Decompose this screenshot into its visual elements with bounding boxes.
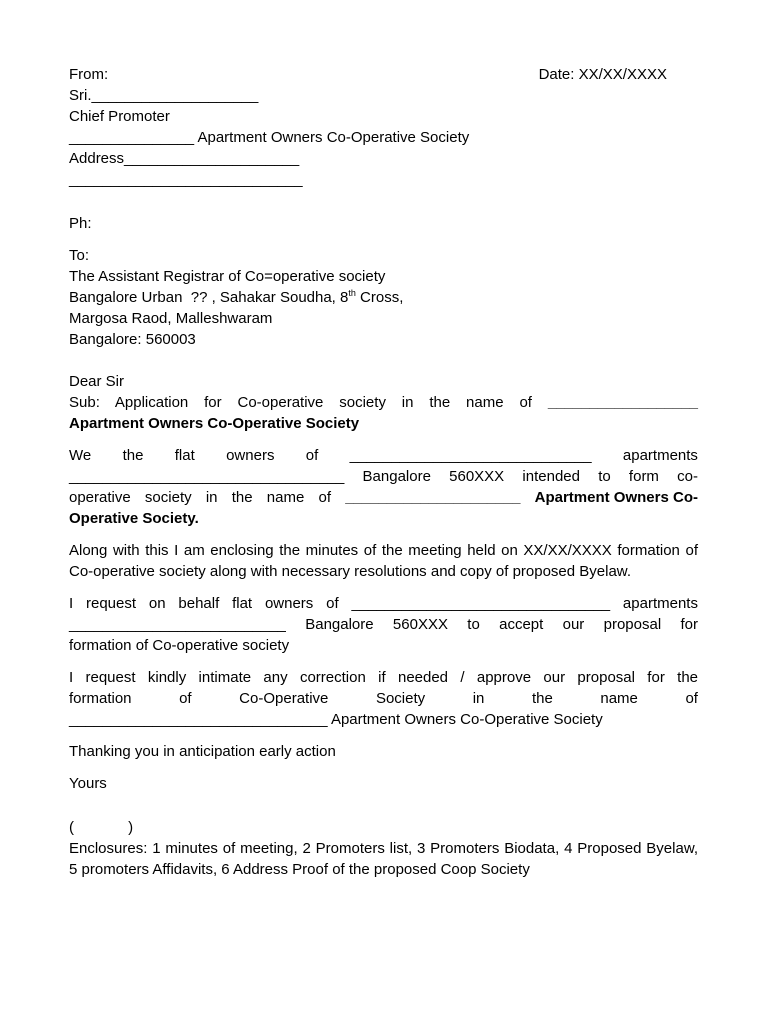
- para1-line1: We the flat owners of _____________________________ apartments: [69, 447, 698, 464]
- salutation: Dear Sir: [69, 373, 125, 390]
- para3-line2: __________________________ Bangalore 560XXX to accept our proposal for: [69, 616, 698, 633]
- para1-line3: operative society in the name of _____________________ Apartment Owners Co-: [69, 489, 698, 506]
- sender-address-line2: ____________________________: [69, 171, 303, 188]
- para4-line2: formation of Co-Operative Society in the name of: [69, 690, 698, 707]
- recipient-line4: Bangalore: 560003: [69, 331, 196, 348]
- from-label: From:: [69, 66, 109, 83]
- recipient-line3: Margosa Raod, Malleshwaram: [69, 310, 273, 327]
- sender-role: Chief Promoter: [69, 108, 170, 125]
- letter: [69, 64, 698, 880]
- enclosures: Enclosures: 1 minutes of meeting, 2 Promoters list, 3 Promoters Biodata, 4 Proposed Byelaw, 5 promoters Affidavits, 6 Address Proof of the proposed Coop Society: [69, 840, 698, 878]
- letter-date: Date: XX/XX/XXXX: [538, 66, 667, 83]
- para3-line3: formation of Co-operative society: [69, 637, 290, 654]
- to-label: To:: [69, 247, 90, 264]
- paragraph-flat-owners: [69, 445, 698, 529]
- signature-placeholder: ( ): [69, 819, 134, 836]
- para4-line3: _______________________________ Apartment Owners Co-Operative Society: [69, 711, 603, 728]
- para3-line1: I request on behalf flat owners of _______________________________ apartments: [69, 595, 698, 612]
- recipient-line2: Bangalore Urban ?? , Sahakar Soudha, 8th Cross,: [69, 288, 404, 306]
- para1-line2: _________________________________ Bangalore 560XXX intended to form co-: [69, 468, 698, 485]
- sender-name: Sri.____________________: [69, 87, 259, 104]
- subject-line: Sub: Application for Co-operative society in the name of __________________: [69, 394, 699, 411]
- paragraph-minutes: Along with this I am enclosing the minutes of the meeting held on XX/XX/XXXX formation of Co-operative society along with necessary resolutions and copy of proposed Byelaw.: [69, 542, 698, 580]
- subject-society-name: Apartment Owners Co-Operative Society: [69, 415, 360, 432]
- header-row: [69, 64, 698, 85]
- sender-society: _______________ Apartment Owners Co-Operative Society: [69, 129, 470, 146]
- para1-line4: Operative Society.: [69, 510, 199, 527]
- paragraph-approval: [69, 667, 698, 730]
- paragraph-request: [69, 593, 698, 656]
- sender-address: Address_____________________: [69, 150, 300, 167]
- para4-line1: I request kindly intimate any correction if needed / approve our proposal for the: [69, 669, 698, 686]
- recipient-line1: The Assistant Registrar of Co=operative society: [69, 268, 386, 285]
- closing: Yours: [69, 775, 107, 792]
- sender-phone: Ph:: [69, 215, 92, 232]
- thanks-line: Thanking you in anticipation early action: [69, 743, 336, 760]
